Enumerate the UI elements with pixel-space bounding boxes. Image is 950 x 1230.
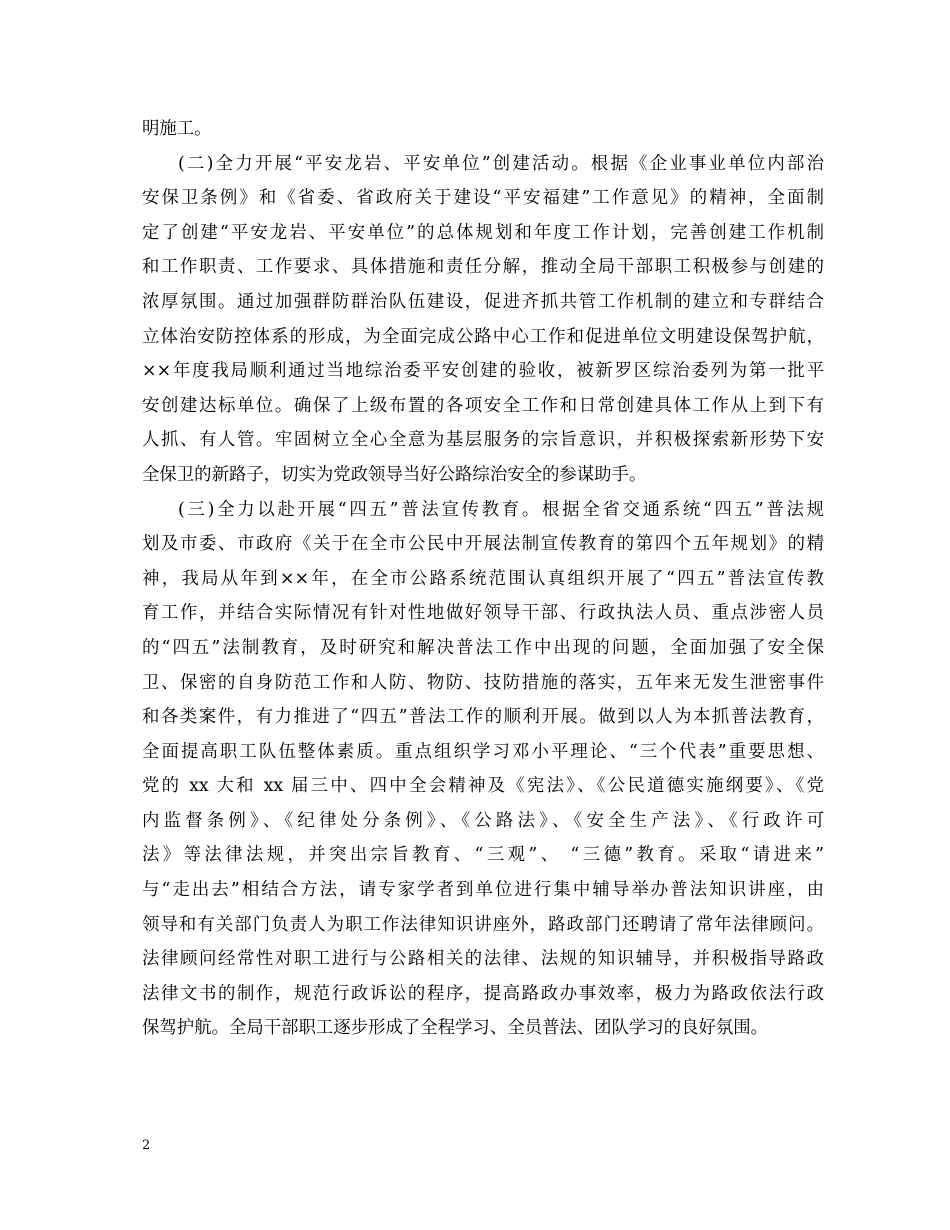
text-line: 与“走出去”相结合方法，请专家学者到单位进行集中辅导举办普法知识讲座，由 [142,880,824,901]
text-line: 的“四五”法制教育，及时研究和解决普法工作中出现的问题，全面加强了安全保 [142,637,824,658]
text-line: 立体治安防控体系的形成，为全面完成公路中心工作和促进单位文明建设保驾护航， [142,326,824,347]
text-line: 安保卫条例》和《省委、省政府关于建设“平安福建”工作意见》的精神，全面制 [142,188,824,209]
text-line: ××年度我局顺利通过当地综治委平安创建的验收，被新罗区综治委列为第一批平 [142,361,824,382]
text-line: 浓厚氛围。通过加强群防群治队伍建设，促进齐抓共管工作机制的建立和专群结合 [142,291,824,312]
text-line: 领导和有关部门负责人为职工作法律知识讲座外，路政部门还聘请了常年法律顾问。 [142,914,824,935]
text-line: 划及市委、市政府《关于在全市公民中开展法制宣传教育的第四个五年规划》的精 [142,534,824,555]
text-line: 法》等法律法规，并突出宗旨教育、“三观”、 “三德”教育。采取“请进来” [142,845,824,866]
text-line: 育工作，并结合实际情况有针对性地做好领导干部、行政执法人员、重点涉密人员 [142,603,824,624]
text-line: 卫、保密的自身防范工作和人防、物防、技防措施的落实，五年来无发生泄密事件 [142,672,824,693]
text-line: 定了创建“平安龙岩、平安单位”的总体规划和年度工作计划，完善创建工作机制 [142,222,824,243]
text-line: 全面提高职工队伍整体素质。重点组织学习邓小平理论、“三个代表”重要思想、 [142,741,824,762]
text-line: 和各类案件，有力推进了“四五”普法工作的顺利开展。做到以人为本抓普法教育， [142,707,824,728]
text-line: 法律顾问经常性对职工进行与公路相关的法律、法规的知识辅导，并积极指导路政 [142,949,824,970]
page-number: 2 [142,1138,151,1153]
text-line: 人抓、有人管。牢固树立全心全意为基层服务的宗旨意识，并积极探索新形势下安 [142,430,824,451]
text-line: (二)全力开展“平安龙岩、平安单位”创建活动。根据《企业事业单位内部治 [178,153,824,174]
text-line: 安创建达标单位。确保了上级布置的各项安全工作和日常创建具体工作从上到下有 [142,395,824,416]
text-line: 和工作职责、工作要求、具体措施和责任分解，推动全局干部职工积极参与创建的 [142,257,824,278]
document-body [142,112,824,1046]
text-line: 神，我局从年到××年，在全市公路系统范围认真组织开展了“四五”普法宣传教 [142,568,824,589]
text-line: 明施工。 [142,119,212,139]
text-line: 保驾护航。全局干部职工逐步形成了全程学习、全员普法、团队学习的良好氛围。 [142,1018,769,1039]
text-line: 法律文书的制作，规范行政诉讼的程序，提高路政办事效率，极力为路政依法行政 [142,983,824,1004]
text-line: 内监督条例》、《纪律处分条例》、《公路法》、《安全生产法》、《行政许可 [142,810,824,831]
text-line: 全保卫的新路子，切实为党政领导当好公路综治安全的参谋助手。 [142,464,647,485]
text-line: (三)全力以赴开展“四五”普法宣传教育。根据全省交通系统“四五”普法规 [178,499,824,520]
text-line: 党的 xx 大和 xx 届三中、四中全会精神及《宪法》、《公民道德实施纲要》、《党 [142,776,824,797]
